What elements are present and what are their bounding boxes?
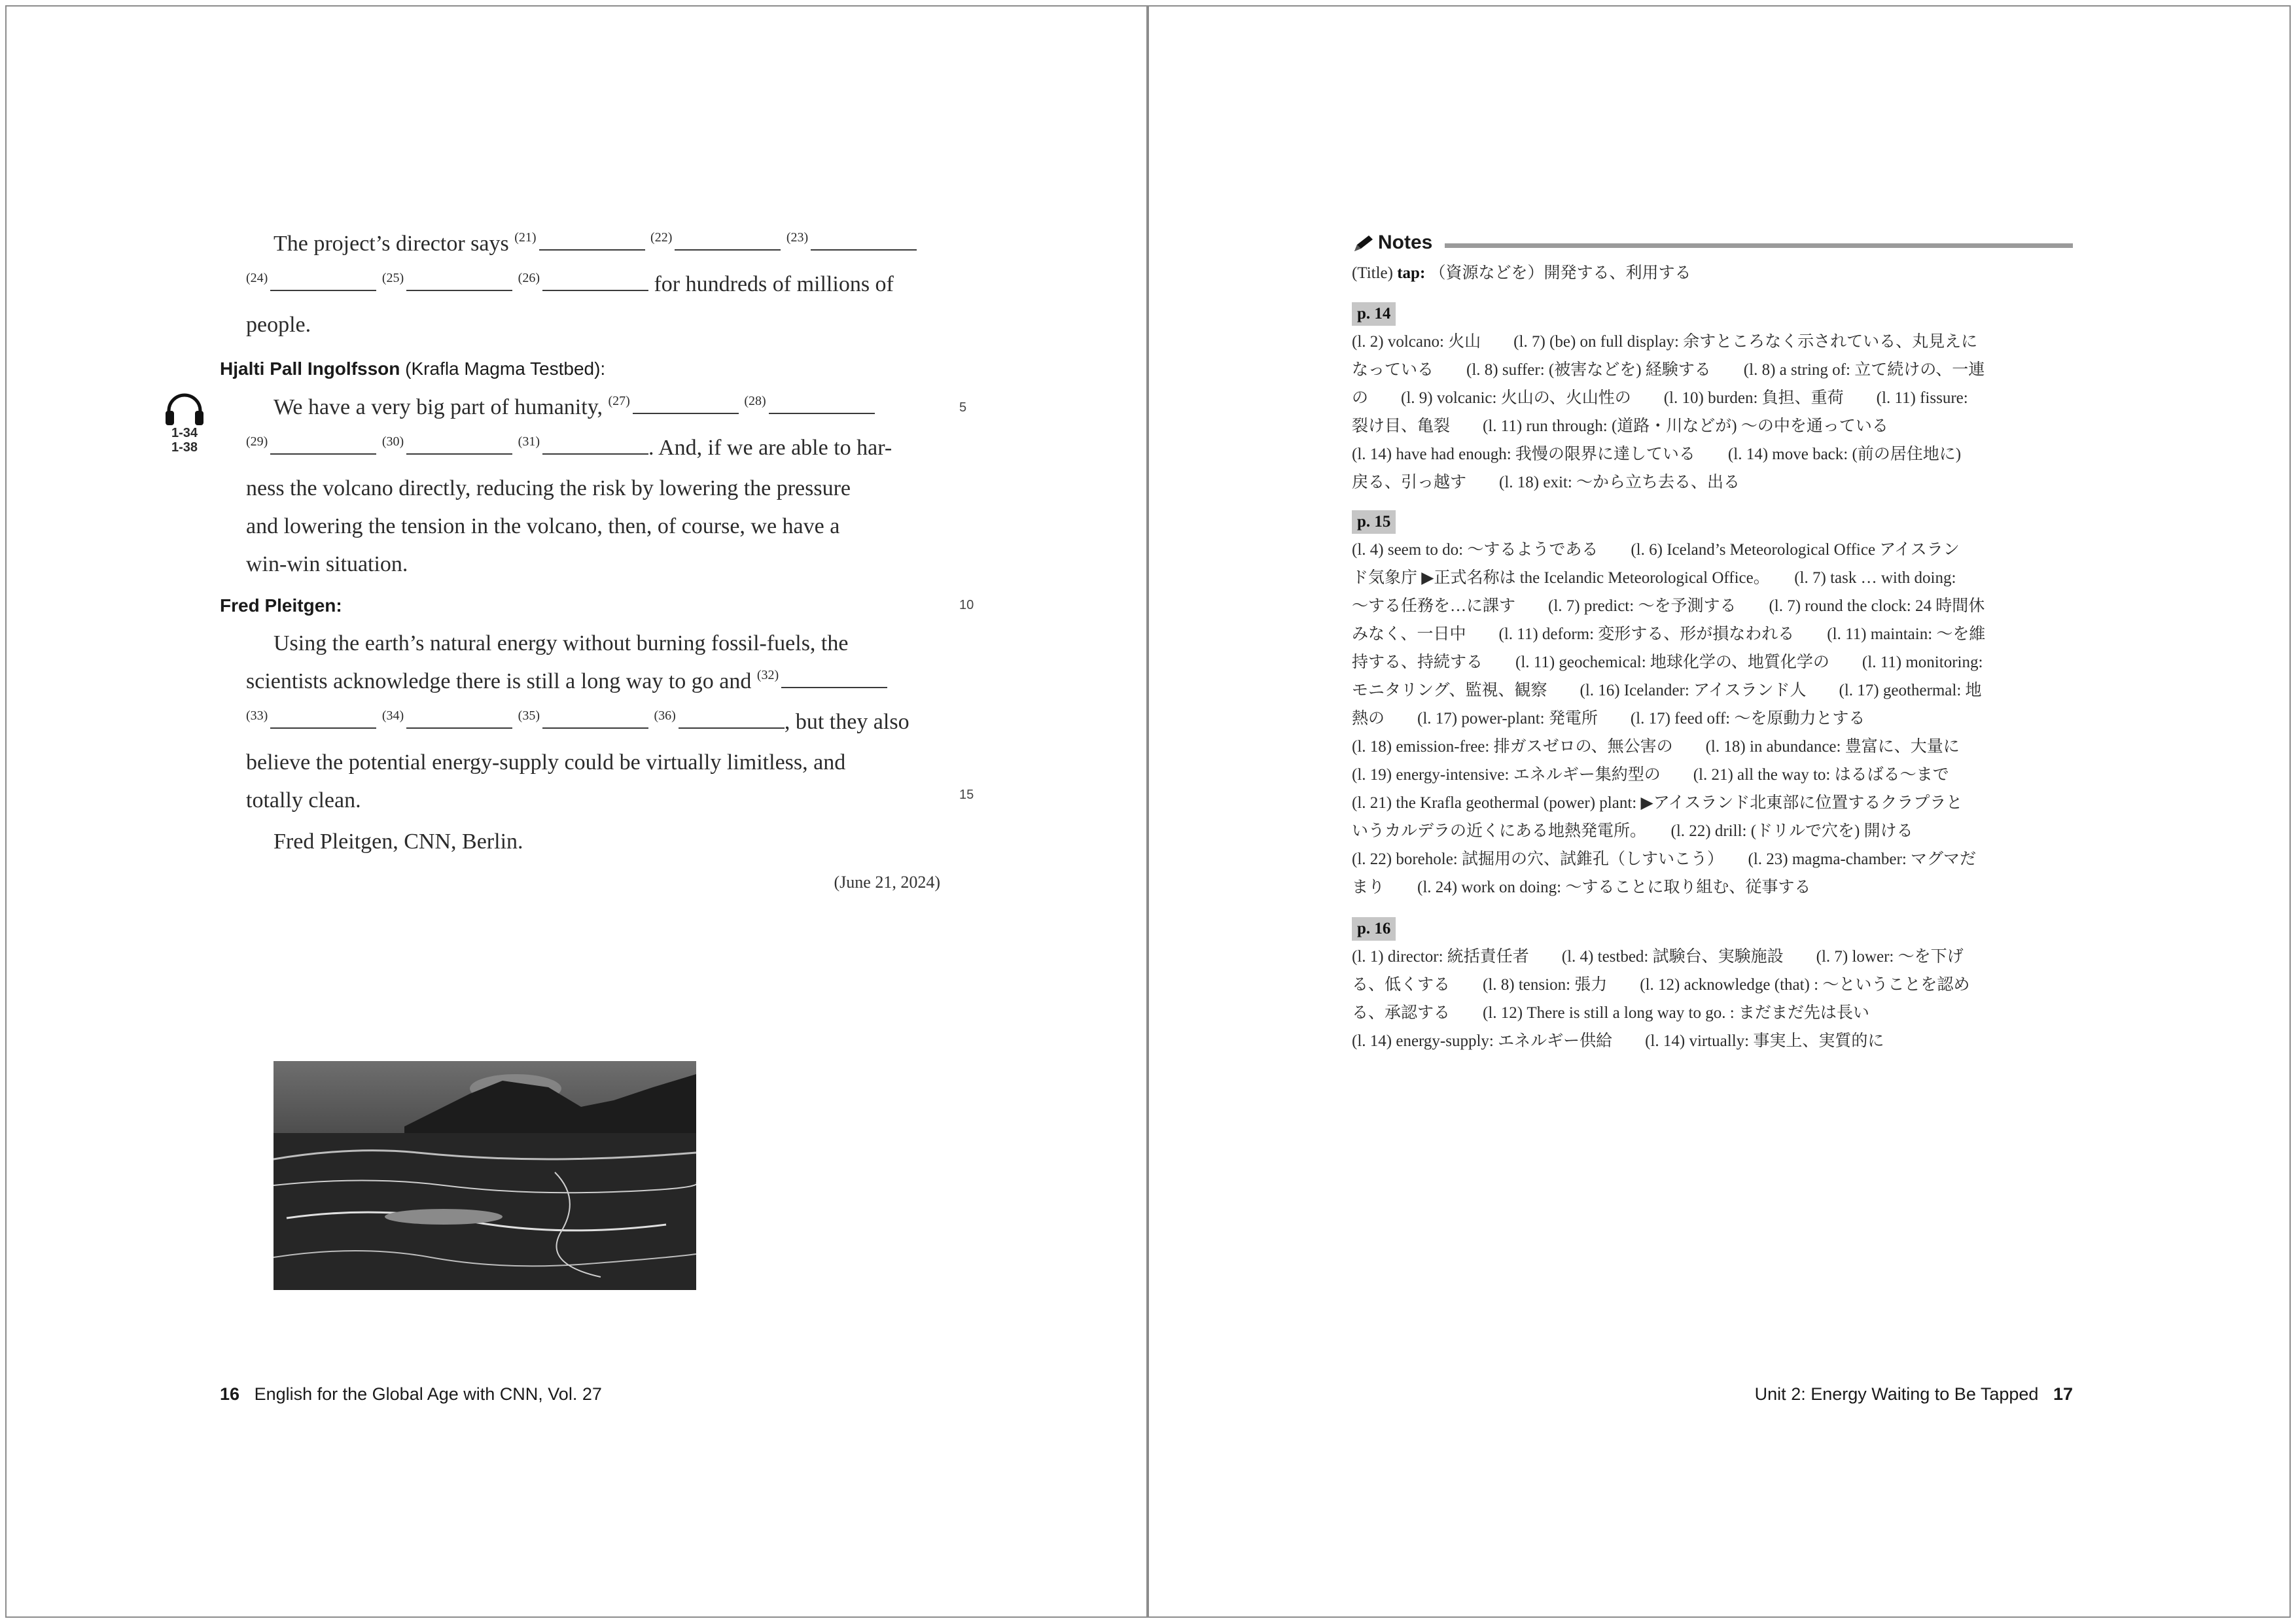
paragraph-ingolfsson	[246, 389, 941, 584]
paragraph-director	[246, 225, 941, 344]
note-line: る、低くする (l. 8) tension: 張力 (l. 12) acknowledge (that) : ～ということを認め	[1352, 976, 1970, 994]
line-number: 15	[959, 788, 974, 802]
notes-header	[1352, 232, 2073, 258]
track-to: 1-38	[171, 440, 198, 455]
note-label: (Title)	[1352, 264, 1393, 282]
note-line: (l. 4) seem to do: ～するようである (l. 6) Iceland’s Meteorological Office アイスラン	[1352, 541, 1960, 559]
note-line: の (l. 9) volcanic: 火山の、火山性の (l. 10) burden: 負担、重荷 (l. 11) fissure:	[1352, 389, 1968, 407]
note-line: (l. 14) energy-supply: エネルギー供給 (l. 14) virtually: 事実上、実質的に	[1352, 1032, 1884, 1050]
answer-blank[interactable]	[675, 232, 781, 251]
blank-number: (34)	[381, 708, 404, 723]
volcano-lava-photo	[274, 1061, 696, 1290]
answer-blank[interactable]	[270, 436, 376, 455]
note-line: 戻る、引っ越す (l. 18) exit: ～から立ち去る、出る	[1352, 474, 1740, 491]
line-number: 10	[959, 598, 974, 612]
note-term: tap:	[1397, 264, 1426, 282]
note-line: ～する任務を…に課す (l. 7) predict: ～を予測する (l. 7) round the clock: 24 時間休	[1352, 597, 1985, 615]
note-line: 熱の (l. 17) power-plant: 発電所 (l. 17) feed off: ～を原動力とする	[1352, 710, 1865, 727]
text-run: for hundreds of millions of	[654, 272, 894, 296]
answer-blank[interactable]	[270, 710, 376, 729]
note-line: まり (l. 24) work on doing: ～することに取り組む、従事する	[1352, 879, 1811, 896]
answer-blank[interactable]	[769, 396, 875, 414]
blank-number: (31)	[518, 434, 540, 449]
paragraph-pleitgen	[246, 625, 941, 820]
note-gloss: （資源などを）開発する、利用する	[1429, 264, 1691, 282]
text-run: . And, if we are able to har-	[648, 436, 892, 460]
page-badge: p. 15	[1352, 510, 1396, 534]
line-number: 5	[959, 400, 967, 415]
text-run: We have a very big part of humanity,	[274, 395, 603, 419]
page-number: 16	[220, 1384, 240, 1404]
speaker-ingolfsson	[220, 358, 605, 379]
notes-title: Notes	[1378, 232, 1433, 253]
text-run: scientists acknowledge there is still a long way to go and	[246, 669, 752, 693]
note-line: モニタリング、監視、観察 (l. 16) Icelander: アイスランド人 (l. 17) geothermal: 地	[1352, 682, 1982, 699]
text-run: and lowering the tension in the volcano, then, of course, we have a	[246, 514, 840, 538]
text-run: The project’s director says	[274, 232, 509, 256]
note-line: 裂け目、亀裂 (l. 11) run through: (道路・川などが) ～の中を通っている	[1352, 417, 1888, 435]
note-line: る、承認する (l. 12) There is still a long way to go. : まだまだ先は長い	[1352, 1004, 1869, 1022]
note-line: (l. 19) energy-intensive: エネルギー集約型の (l. 21) all the way to: はるばる～まで	[1352, 766, 1949, 784]
notes-section-p15	[1352, 508, 2073, 901]
notes-section-p16	[1352, 915, 2073, 1055]
right-footer	[1739, 1384, 2073, 1405]
speaker-name: Fred Pleitgen:	[220, 595, 342, 616]
note-line: ド気象庁 ▶正式名称は the Icelandic Meteorological Office。 (l. 7) task … with doing:	[1352, 569, 1956, 587]
speaker-affiliation: (Krafla Magma Testbed):	[405, 358, 606, 379]
blank-number: (29)	[246, 434, 268, 449]
note-line: なっている (l. 8) suffer: (被害などを) 経験する (l. 8) a string of: 立て続けの、一連	[1352, 361, 1985, 379]
blank-number: (26)	[518, 271, 540, 285]
notes-section-p14	[1352, 300, 2073, 497]
blank-number: (24)	[246, 271, 268, 285]
note-line: (l. 18) emission-free: 排ガスゼロの、無公害の (l. 18) in abundance: 豊富に、大量に	[1352, 738, 1960, 756]
note-line: (l. 21) the Krafla geothermal (power) plant: ▶アイスランド北東部に位置するクラプラと	[1352, 794, 1963, 812]
text-run: Using the earth’s natural energy without burning fossil-fuels, the	[274, 631, 849, 655]
text-run: totally clean.	[246, 788, 361, 812]
speaker-name: Hjalti Pall Ingolfsson	[220, 358, 400, 379]
answer-blank[interactable]	[542, 273, 648, 291]
answer-blank[interactable]	[542, 436, 648, 455]
answer-blank[interactable]	[539, 232, 645, 251]
answer-blank[interactable]	[811, 232, 917, 251]
note-line: (l. 2) volcano: 火山 (l. 7) (be) on full display: 余すところなく示されている、丸見えに	[1352, 333, 1978, 351]
blank-number: (35)	[518, 708, 540, 723]
note-line: (l. 22) borehole: 試掘用の穴、試錐孔（しすいこう） (l. 23) magma-chamber: マグマだ	[1352, 850, 1977, 868]
blank-number: (21)	[514, 230, 537, 245]
blank-number: (36)	[654, 708, 676, 723]
signoff	[246, 823, 941, 861]
blank-number: (25)	[381, 271, 404, 285]
note-line: (l. 14) have had enough: 我慢の限界に達している (l. 14) move back: (前の居住地に)	[1352, 445, 1962, 463]
blank-number: (27)	[608, 394, 630, 408]
blank-number: (30)	[381, 434, 404, 449]
left-footer	[220, 1384, 602, 1405]
text-run: ness the volcano directly, reducing the risk by lowering the pressure	[246, 476, 851, 500]
answer-blank[interactable]	[406, 710, 512, 729]
blank-number: (22)	[650, 230, 673, 245]
answer-blank[interactable]	[406, 436, 512, 455]
page-number: 17	[2053, 1384, 2073, 1404]
note-line: 持する、持続する (l. 11) geochemical: 地球化学の、地質化学の (l. 11) monitoring:	[1352, 654, 1983, 671]
date-line: (June 21, 2024)	[834, 873, 940, 892]
book-title: English for the Global Age with CNN, Vol. 27	[254, 1384, 602, 1404]
note-line: (l. 1) director: 統括責任者 (l. 4) testbed: 試験台、実験施設 (l. 7) lower: ～を下げ	[1352, 948, 1964, 966]
signoff-text: Fred Pleitgen, CNN, Berlin.	[274, 829, 523, 854]
text-run: , but they also	[784, 710, 910, 734]
blank-number: (23)	[786, 230, 809, 245]
pencil-icon	[1352, 234, 1374, 254]
answer-blank[interactable]	[679, 710, 785, 729]
headphones-icon[interactable]	[164, 393, 205, 425]
text-run: people.	[246, 313, 311, 337]
note-line: いうカルデラの近くにある地熱発電所。 (l. 22) drill: (ドリルで穴を) 開ける	[1352, 822, 1913, 840]
blank-number: (28)	[744, 394, 766, 408]
answer-blank[interactable]	[270, 273, 376, 291]
answer-blank[interactable]	[406, 273, 512, 291]
speaker-pleitgen	[220, 595, 342, 616]
notes-rule	[1445, 243, 2073, 248]
track-from: 1-34	[171, 426, 198, 440]
title-note	[1352, 259, 2073, 287]
page-badge: p. 14	[1352, 302, 1396, 326]
unit-title: Unit 2: Energy Waiting to Be Tapped	[1754, 1384, 2039, 1404]
text-run: win-win situation.	[246, 552, 408, 576]
blank-number: (32)	[756, 668, 779, 682]
page-badge: p. 16	[1352, 917, 1396, 941]
answer-blank[interactable]	[542, 710, 648, 729]
note-line: みなく、一日中 (l. 11) deform: 変形する、形が損なわれる (l. 11) maintain: ～を維	[1352, 625, 1986, 643]
answer-blank[interactable]	[781, 670, 887, 688]
audio-track-label	[162, 426, 207, 455]
blank-number: (33)	[246, 708, 268, 723]
text-run: believe the potential energy-supply could be virtually limitless, and	[246, 750, 846, 775]
answer-blank[interactable]	[633, 396, 739, 414]
